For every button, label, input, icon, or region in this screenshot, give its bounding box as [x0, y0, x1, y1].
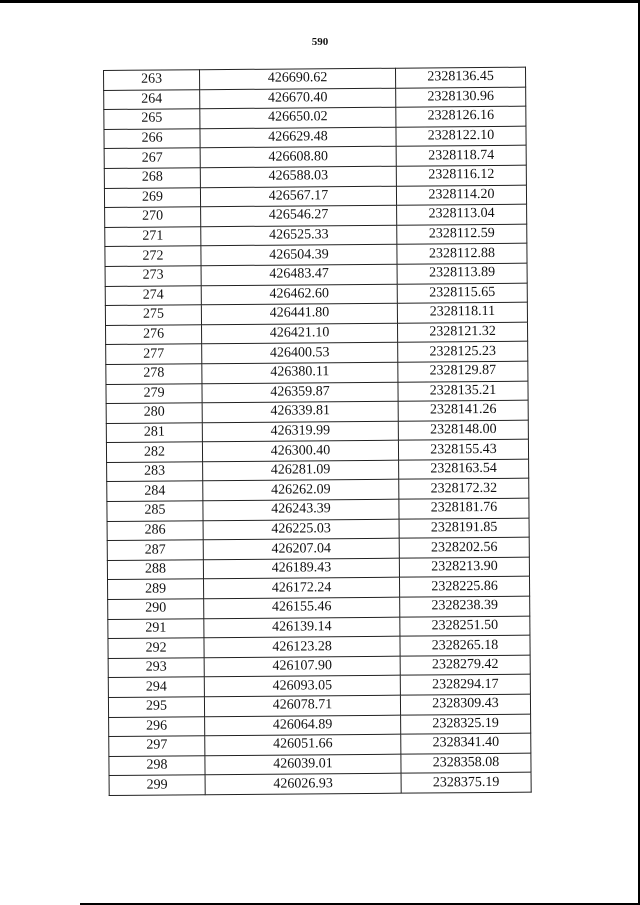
x-coordinate-cell: 426225.03 — [203, 519, 399, 540]
point-id-cell: 291 — [108, 618, 204, 638]
point-id-cell: 293 — [108, 658, 204, 678]
point-id-cell: 267 — [104, 148, 200, 168]
point-id-cell: 287 — [107, 540, 203, 560]
y-coordinate-cell: 2328112.59 — [397, 224, 527, 245]
point-id-cell: 280 — [106, 403, 202, 423]
x-coordinate-cell: 426107.90 — [204, 656, 400, 677]
point-id-cell: 277 — [106, 344, 202, 364]
x-coordinate-cell: 426262.09 — [203, 480, 399, 501]
x-coordinate-cell: 426588.03 — [200, 166, 396, 187]
point-id-cell: 266 — [104, 129, 200, 149]
y-coordinate-cell: 2328130.96 — [396, 87, 526, 108]
x-coordinate-cell: 426243.39 — [203, 499, 399, 520]
scan-edge-top — [0, 0, 640, 3]
point-id-cell: 290 — [108, 599, 204, 619]
y-coordinate-cell: 2328181.76 — [399, 498, 529, 519]
y-coordinate-cell: 2328122.10 — [396, 126, 526, 147]
point-id-cell: 271 — [105, 226, 201, 246]
y-coordinate-cell: 2328202.56 — [399, 537, 529, 558]
point-id-cell: 294 — [108, 677, 204, 697]
y-coordinate-cell: 2328118.11 — [397, 302, 527, 323]
y-coordinate-cell: 2328115.65 — [397, 283, 527, 304]
x-coordinate-cell: 426093.05 — [204, 676, 400, 697]
x-coordinate-cell: 426319.99 — [202, 421, 398, 442]
y-coordinate-cell: 2328113.89 — [397, 263, 527, 284]
x-coordinate-cell: 426207.04 — [203, 538, 399, 559]
point-id-cell: 297 — [109, 736, 205, 756]
x-coordinate-cell: 426123.28 — [204, 636, 400, 657]
y-coordinate-cell: 2328358.08 — [401, 753, 531, 774]
y-coordinate-cell: 2328225.86 — [399, 577, 529, 598]
y-coordinate-cell: 2328172.32 — [399, 479, 529, 500]
x-coordinate-cell: 426026.93 — [205, 774, 401, 795]
point-id-cell: 264 — [104, 89, 200, 109]
x-coordinate-cell: 426567.17 — [200, 186, 396, 207]
x-coordinate-cell: 426504.39 — [201, 245, 397, 266]
y-coordinate-cell: 2328125.23 — [398, 341, 528, 362]
point-id-cell: 296 — [109, 716, 205, 736]
y-coordinate-cell: 2328135.21 — [398, 381, 528, 402]
x-coordinate-cell: 426064.89 — [205, 715, 401, 736]
x-coordinate-cell: 426281.09 — [203, 460, 399, 481]
point-id-cell: 285 — [107, 501, 203, 521]
point-id-cell: 299 — [109, 775, 205, 795]
y-coordinate-cell: 2328121.32 — [397, 322, 527, 343]
x-coordinate-cell: 426172.24 — [204, 578, 400, 599]
x-coordinate-cell: 426400.53 — [202, 343, 398, 364]
y-coordinate-cell: 2328129.87 — [398, 361, 528, 382]
point-id-cell: 274 — [105, 285, 201, 305]
x-coordinate-cell: 426525.33 — [201, 225, 397, 246]
y-coordinate-cell: 2328141.26 — [398, 400, 528, 421]
x-coordinate-cell: 426300.40 — [202, 440, 398, 461]
x-coordinate-cell: 426690.62 — [200, 68, 396, 89]
point-id-cell: 275 — [105, 305, 201, 325]
point-id-cell: 281 — [106, 422, 202, 442]
y-coordinate-cell: 2328294.17 — [400, 675, 530, 696]
x-coordinate-cell: 426483.47 — [201, 264, 397, 285]
table-row — [109, 773, 531, 796]
page-number: 590 — [311, 36, 329, 48]
y-coordinate-cell: 2328341.40 — [401, 733, 531, 754]
point-id-cell: 278 — [106, 364, 202, 384]
point-id-cell: 286 — [107, 520, 203, 540]
x-coordinate-cell: 426546.27 — [201, 205, 397, 226]
coordinate-table-body — [104, 67, 532, 795]
x-coordinate-cell: 426189.43 — [203, 558, 399, 579]
point-id-cell: 288 — [107, 560, 203, 580]
x-coordinate-cell: 426670.40 — [200, 88, 396, 109]
y-coordinate-cell: 2328114.20 — [396, 185, 526, 206]
point-id-cell: 276 — [106, 324, 202, 344]
x-coordinate-cell: 426155.46 — [204, 597, 400, 618]
point-id-cell: 298 — [109, 756, 205, 776]
point-id-cell: 269 — [104, 187, 200, 207]
point-id-cell: 284 — [107, 481, 203, 501]
x-coordinate-cell: 426650.02 — [200, 107, 396, 128]
y-coordinate-cell: 2328375.19 — [401, 773, 531, 794]
point-id-cell: 268 — [104, 168, 200, 188]
x-coordinate-cell: 426608.80 — [200, 147, 396, 168]
x-coordinate-cell: 426039.01 — [205, 754, 401, 775]
x-coordinate-cell: 426380.11 — [202, 362, 398, 383]
x-coordinate-cell: 426441.80 — [201, 303, 397, 324]
y-coordinate-cell: 2328191.85 — [399, 518, 529, 539]
x-coordinate-cell: 426139.14 — [204, 617, 400, 638]
y-coordinate-cell: 2328118.74 — [396, 146, 526, 167]
point-id-cell: 292 — [108, 638, 204, 658]
x-coordinate-cell: 426078.71 — [204, 695, 400, 716]
point-id-cell: 273 — [105, 266, 201, 286]
point-id-cell: 279 — [106, 383, 202, 403]
x-coordinate-cell: 426359.87 — [202, 382, 398, 403]
x-coordinate-cell: 426421.10 — [202, 323, 398, 344]
y-coordinate-cell: 2328309.43 — [400, 694, 530, 715]
y-coordinate-cell: 2328238.39 — [400, 596, 530, 617]
point-id-cell: 263 — [104, 70, 200, 90]
y-coordinate-cell: 2328116.12 — [396, 165, 526, 186]
point-id-cell: 295 — [108, 697, 204, 717]
x-coordinate-cell: 426629.48 — [200, 127, 396, 148]
y-coordinate-cell: 2328325.19 — [401, 714, 531, 735]
y-coordinate-cell: 2328163.54 — [399, 459, 529, 480]
y-coordinate-cell: 2328155.43 — [398, 439, 528, 460]
y-coordinate-cell: 2328279.42 — [400, 655, 530, 676]
point-id-cell: 282 — [106, 442, 202, 462]
y-coordinate-cell: 2328148.00 — [398, 420, 528, 441]
point-id-cell: 283 — [107, 462, 203, 482]
y-coordinate-cell: 2328112.88 — [397, 244, 527, 265]
point-id-cell: 270 — [105, 207, 201, 227]
coordinate-table — [103, 67, 532, 796]
point-id-cell: 289 — [108, 579, 204, 599]
y-coordinate-cell: 2328213.90 — [399, 557, 529, 578]
x-coordinate-cell: 426462.60 — [201, 284, 397, 305]
y-coordinate-cell: 2328136.45 — [395, 67, 525, 88]
y-coordinate-cell: 2328265.18 — [400, 635, 530, 656]
x-coordinate-cell: 426051.66 — [205, 734, 401, 755]
y-coordinate-cell: 2328126.16 — [396, 106, 526, 127]
y-coordinate-cell: 2328251.50 — [400, 616, 530, 637]
point-id-cell: 265 — [104, 109, 200, 129]
y-coordinate-cell: 2328113.04 — [397, 204, 527, 225]
point-id-cell: 272 — [105, 246, 201, 266]
x-coordinate-cell: 426339.81 — [202, 401, 398, 422]
